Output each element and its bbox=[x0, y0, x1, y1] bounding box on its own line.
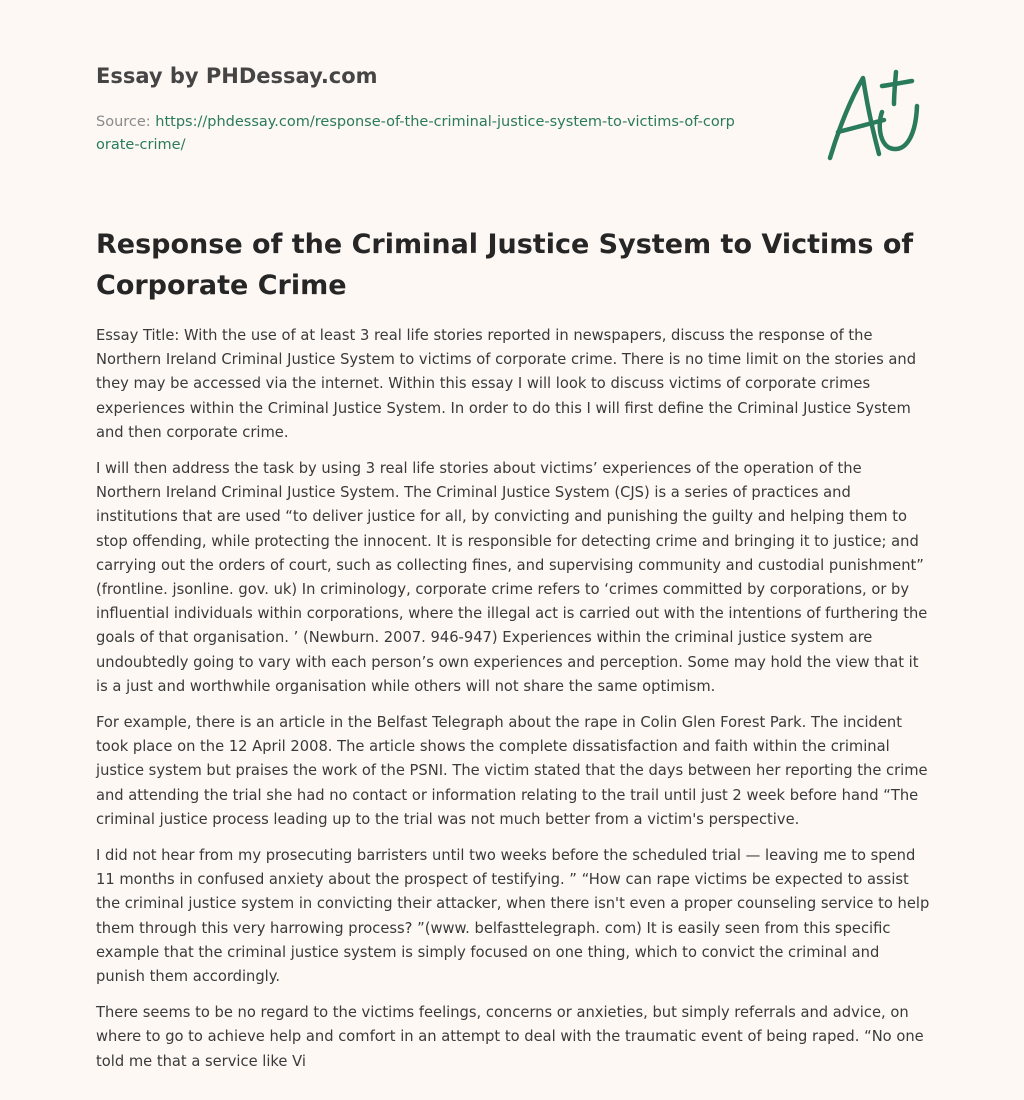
essay-title: Response of the Criminal Justice System to Victims of Corporate Crime bbox=[96, 229, 914, 301]
essay-paragraph: Essay Title: With the use of at least 3 real life stories reported in newspapers, discuss the response of the Northern Ireland Criminal Justice System to victims of corporate crime. There is no time limit on the stories and they may be accessed via the internet. Within this essay I will look to discuss victims of corporate crimes experiences within the Criminal Justice System. In order to do this I will first define the Criminal Justice System and then corporate crime. bbox=[96, 327, 917, 441]
a-plus-grade-icon bbox=[824, 68, 928, 164]
source-link[interactable]: https://phdessay.com/response-of-the-criminal-justice-system-to-victims-of-corporate-crime/ bbox=[96, 114, 735, 153]
source-label: Source: bbox=[96, 114, 151, 130]
essay-paragraph: I did not hear from my prosecuting barristers until two weeks before the scheduled trial — leaving me to spend 11 months in confused anxiety about the prospect of testifying. ” “How can rape victims be expected to assist the criminal justice system in convicting their attacker, when there isn't even a proper counseling service to help them through this very harrowing process? ”(www. belfasttelegraph. com) It is easily seen from this specific example that the criminal justice system is simply focused on one thing, which to convict the criminal and punish them accordingly. bbox=[96, 847, 930, 986]
essay-paragraph: There seems to be no regard to the victims feelings, concerns or anxieties, but simply referrals and advice, on where to go to achieve help and comfort in an attempt to deal with the traumatic event of being raped. “No one told me that a service like Vi bbox=[96, 1004, 924, 1070]
essay-paragraph: I will then address the task by using 3 real life stories about victims’ experiences of the operation of the Northern Ireland Criminal Justice System. The Criminal Justice System (CJS) is a series of practices and institutions that are used “to deliver justice for all, by convicting and punishing the guilty and helping them to stop offending, while protecting the innocent. It is responsible for detecting crime and bringing it to justice; and carrying out the orders of court, such as collecting fines, and supervising community and custodial punishment” (frontline. jsonline. gov. uk) In criminology, corporate crime refers to ‘crimes committed by corporations, or by influential individuals within corporations, where the illegal act is carried out with the intentions of furthering the goals of that organisation. ’ (Newburn. 2007. 946-947) Experiences within the criminal justice system are undoubtedly going to vary with each person’s own experiences and perception. Some may hold the view that it is a just and worthwhile organisation while others will not share the same optimism. bbox=[96, 460, 928, 695]
site-brand: Essay by PHDessay.com bbox=[96, 64, 378, 88]
essay-paragraph: For example, there is an article in the Belfast Telegraph about the rape in Colin Glen Forest Park. The incident took place on the 12 April 2008. The article shows the complete dissatisfaction and faith within the criminal justice system but praises the work of the PSNI. The victim stated that the days between her reporting the crime and attending the trial she had no contact or information relating to the trail until just 2 week before hand “The criminal justice process leading up to the trial was not much better from a victim's perspective. bbox=[96, 714, 928, 828]
essay-body bbox=[96, 324, 930, 1086]
source-line bbox=[96, 111, 736, 157]
